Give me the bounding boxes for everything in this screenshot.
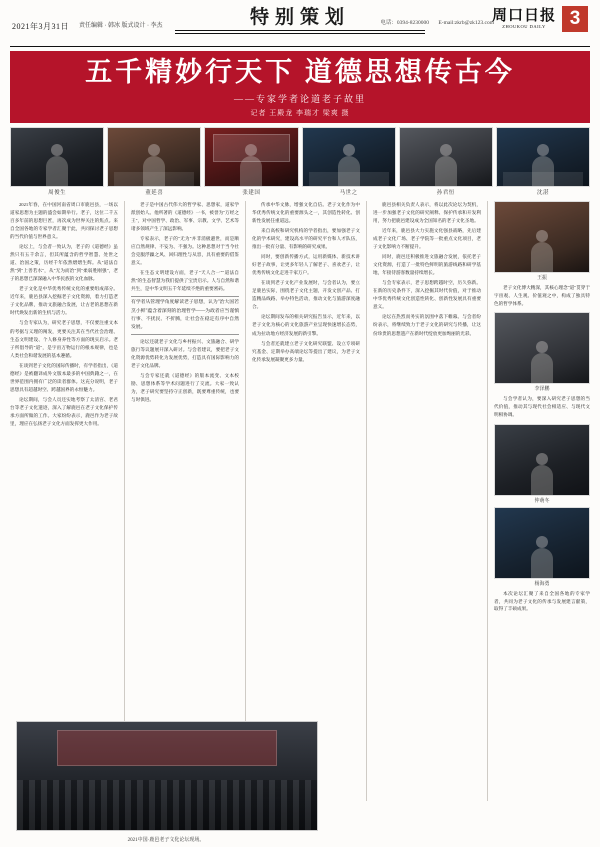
paragraph: 老子文化是中华优秀传统文化的重要组成部分。近年来，鹿邑县深入挖掘老子文化资源，着力打造老子文化品牌，推动文旅融合发展，让古老的思想在新时代焕发出新的生机与活力。 xyxy=(10,286,118,316)
pull-quote: 有学者从管理学角度解读老子思想，认为"治大国若烹小鲜"蕴含着深刻的治理哲学——为政者应当谨慎行事、不扰民、不折腾，让社会在稳定有序中自然发展。 xyxy=(131,296,239,335)
forum-venue-photo xyxy=(16,721,318,831)
photo-caption: 周俊生 xyxy=(48,190,67,197)
contact-email: E-mail:zkrb@zk123.com xyxy=(438,20,494,26)
figure-block xyxy=(494,507,590,587)
editors-credit: 责任编辑 · 韩冰 版式设计 · 李杰 xyxy=(79,22,163,29)
paragraph: 在生态文明建设方面，老子"天人合一""道法自然"的生态智慧为我们提供了宝贵启示。人与自然和谐共生，是中华文明五千年延续不绝的重要密码。 xyxy=(131,270,239,292)
speaker-podium-photo xyxy=(496,127,590,187)
speaker-portrait-photo xyxy=(10,127,104,187)
contact-info xyxy=(372,18,494,26)
paragraph: 在谈到老子文化产业发展时，与会者认为，要立足鹿邑实际，围绕老子文化主题，开发文创产品、打造精品线路、举办特色活动，推动文化与旅游深度融合。 xyxy=(252,280,360,310)
paragraph: 老子文化博大精深，其核心理念"道"贯穿于宇宙观、人生观、价值观之中，构成了独具特色的哲学体系。 xyxy=(494,285,590,306)
page-number-badge: 3 xyxy=(562,6,588,32)
masthead-right xyxy=(492,6,588,32)
right-column-text xyxy=(494,395,590,420)
column-divider xyxy=(124,201,125,801)
speaker-podium-photo xyxy=(107,127,201,187)
speaker-photo xyxy=(494,312,590,384)
article-column-2 xyxy=(131,201,239,801)
photo-cell xyxy=(399,127,493,196)
person-silhouette xyxy=(531,548,553,578)
article-body xyxy=(10,201,590,801)
paragraph: 在谈到老子文化的国际传播时，有学者指出，《道德经》是被翻译成外文版本最多的中国典籍之一，在世界范围内拥有广泛的读者群体。这充分说明，老子思想具有超越时空、跨越国界的永恒魅力。 xyxy=(10,362,118,392)
figure-caption: 杨海勇 xyxy=(534,581,550,587)
paragraph: 论坛期间，与会人员还实地考察了太清宫、老君台等老子文化遗迹，深入了解鹿邑在老子文化保护传承方面所做的工作。大家纷纷表示，鹿邑作为老子故里，理应在弘扬老子文化方面发挥更大作用。 xyxy=(10,396,118,426)
right-figure-column xyxy=(494,201,590,801)
paragraph: 论坛在热烈而务实的氛围中落下帷幕。与会者纷纷表示，将继续致力于老子文化的研究与传播，让这份珍贵的思想遗产在新时代绽放更加绚丽的光彩。 xyxy=(373,314,481,336)
article-column-1 xyxy=(10,201,118,801)
speaker-screen-photo xyxy=(204,127,298,187)
person-silhouette xyxy=(143,156,165,186)
figure-block xyxy=(494,312,590,392)
photo-caption: 沈湛 xyxy=(536,190,549,197)
photo-cell xyxy=(10,127,104,196)
paragraph: 与会学者认为，要深入研究老子思想的当代价值，推动其与现代社会相适应、与现代文明相协调。 xyxy=(494,396,590,418)
paragraph: 与会者还就建立老子文化研究联盟、设立专项研究基金、定期举办高端论坛等提出了建议，为老子文化传承发展凝聚更多力量。 xyxy=(252,340,360,362)
article-column-3 xyxy=(252,201,360,801)
paragraph: 论坛期间发布的相关研究报告显示，近年来，以老子文化为核心的文化旅游产业呈现快速增长态势，成为拉动地方经济发展的新引擎。 xyxy=(252,314,360,336)
paragraph: 同时，要创新传播方式，运用新媒体、新技术讲好老子故事，让更多年轻人了解老子、喜欢老子，让优秀传统文化走进千家万户。 xyxy=(252,254,360,276)
column-divider xyxy=(245,201,246,801)
publication-date: 2021年3月31日 xyxy=(12,21,69,31)
paragraph: 论坛上，与会者一致认为，老子的《道德经》虽然只有五千余言，但其所蕴含的哲学智慧、处世之道、治国之策，历经千年依然熠熠生辉。从"道法自然"到"上善若水"，从"无为而治"到"柔弱胜刚强"，老子的思想已深深融入中华民族的文化血脉。 xyxy=(10,244,118,282)
byline: 记者 王殿龙 李瑞才 梁爽 摄 xyxy=(250,109,350,118)
person-silhouette xyxy=(531,242,553,272)
photo-caption: 孙君恒 xyxy=(436,190,455,197)
paragraph: 近年来，鹿邑县大力实施文化强县战略，先后建成老子文化广场、老子学院等一批重点文化项目，老子文化影响力不断提升。 xyxy=(373,228,481,250)
speaker-podium-photo xyxy=(302,127,396,187)
contact-phone: 电话：0394-8230000 xyxy=(380,20,429,26)
headline-band xyxy=(10,51,590,123)
paragraph: 本次论坛汇聚了来自全国各地的专家学者，共同为老子文化的传承与发展建言献策，取得了丰硕成果。 xyxy=(494,590,590,612)
photo-cell xyxy=(302,127,396,196)
person-silhouette xyxy=(338,156,360,186)
right-column-text xyxy=(494,284,590,309)
speaker-photo xyxy=(494,201,590,273)
figure-block xyxy=(494,424,590,504)
column-divider xyxy=(487,201,488,801)
person-silhouette xyxy=(531,353,553,383)
sub-headline: ——专家学者论道老子故里 xyxy=(233,94,366,105)
photo-cell xyxy=(204,127,298,196)
speaker-photo xyxy=(494,507,590,579)
paper-logo xyxy=(492,9,556,30)
figure-caption: 李泽鹏 xyxy=(534,387,550,393)
photo-caption: 张建国 xyxy=(242,190,261,197)
paragraph: 论坛还就老子文化与乡村振兴、文旅融合、研学旅行等议题展开深入研讨。与会者建议，要把老子文化资源优势转化为发展优势，打造具有国际影响力的老子文化品牌。 xyxy=(131,338,239,369)
right-column-text xyxy=(494,590,590,615)
figure-caption: 王振 xyxy=(536,276,547,282)
bottom-photo-caption-wrap xyxy=(16,836,316,843)
photo-caption: 马世之 xyxy=(339,190,358,197)
speaker-portrait-photo xyxy=(399,127,493,187)
paragraph: 专家表示，老子的"无为"并非消极避世，而是顺应自然规律、不妄为、不强为。这种思想对于当今社会克服浮躁之风、回归理性与从容，具有重要的借鉴意义。 xyxy=(131,236,239,266)
column-divider xyxy=(366,201,367,801)
photo-cell xyxy=(107,127,201,196)
paper-name-latin: ZHOUKOU DAILY xyxy=(502,23,546,29)
paragraph: 鹿邑县相关负责人表示，将以此次论坛为契机，进一步加强老子文化的研究阐释、保护传承和开发利用，努力把鹿邑建设成为全国知名的老子文化圣地。 xyxy=(373,202,481,224)
photo-cell xyxy=(496,127,590,196)
person-silhouette xyxy=(46,156,68,186)
paragraph: 与会专家认为，研究老子思想，不仅要注重文本的考据与义理的阐发，更要关注其在当代社会治理、生态文明建设、个人修身养性等方面的现实启示。老子所倡导的"道"，是宇宙万物运行的根本规律，也是人类社会和谐发展的基本遵循。 xyxy=(10,320,118,358)
paper-name: 周口日报 xyxy=(491,7,556,24)
person-silhouette xyxy=(240,156,262,186)
paragraph: 老子是中国古代伟大的哲学家、思想家，道家学派创始人。他所著的《道德经》一书，被誉为"万经之王"，对中国哲学、政治、军事、宗教、文学、艺术等诸多领域产生了深远影响。 xyxy=(131,202,239,232)
main-headline: 五千精妙行天下 道德思想传古今 xyxy=(85,57,515,87)
paragraph: 传承中华文脉，增强文化自信。老子文化作为中华优秀传统文化的重要源头之一，其创造性转化、创新性发展任重道远。 xyxy=(252,202,360,224)
paragraph: 来自高校和研究机构的学者指出，要加强老子文化的学术研究，建设高水平的研究平台和人才队伍，推出一批有分量、有影响的研究成果。 xyxy=(252,228,360,250)
speaker-photo xyxy=(494,424,590,496)
photo-strip xyxy=(10,127,590,196)
masthead-rule xyxy=(175,30,425,34)
figure-caption: 仲萌冬 xyxy=(534,498,550,504)
article-column-4 xyxy=(373,201,481,801)
stage-backdrop xyxy=(57,730,277,766)
section-title: 特别策划 xyxy=(249,7,350,28)
paragraph: 与会专家表示，老子思想跨越时空，历久弥新。在新的历史条件下，深入挖掘其时代价值，对于推动中华优秀传统文化创造性转化、创新性发展具有重要意义。 xyxy=(373,280,481,310)
person-silhouette xyxy=(532,156,554,186)
photo-caption: 董延喜 xyxy=(145,190,164,197)
paragraph: 与会专家还就《道德经》的版本流变、文本校勘、思想体系等学术问题进行了交流。大家一致认为，老子研究要坚持守正创新，既要尊重传统，也要与时俱进。 xyxy=(131,373,239,403)
paragraph: 2021年春，在中国河南省周口市鹿邑县，一场以道家思想为主题的盛会如期举行。老子，这位二千五百多年前的思想巨匠，再次成为世界关注的焦点。来自全国各地的专家学者汇聚于此，共同探讨老子思想的当代价值与世界意义。 xyxy=(10,202,118,240)
figure-block xyxy=(494,201,590,281)
paragraph: 同时，鹿邑还积极推进文旅融合发展，依托老子文化资源，打造了一批特色鲜明的旅游线路和研学基地，年接待游客数量持续增长。 xyxy=(373,254,481,276)
person-silhouette xyxy=(531,465,553,495)
person-silhouette xyxy=(435,156,457,186)
bottom-photo-caption: 2021中国·鹿邑老子文化论坛现场。 xyxy=(127,838,205,843)
audience-seating xyxy=(17,780,317,830)
masthead xyxy=(10,6,590,47)
